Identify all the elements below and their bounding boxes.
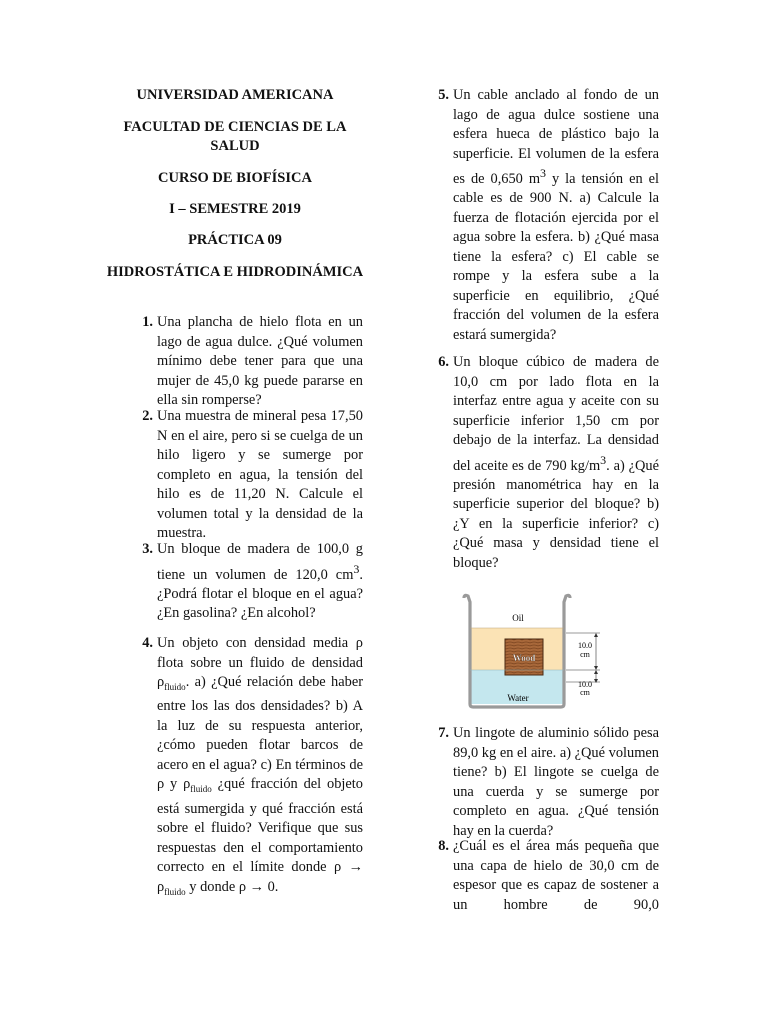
question-number: 4. [142,635,153,651]
dimension-unit-1: cm [580,650,590,659]
subscript: fluido [164,681,186,692]
text-segment: Un bloque cúbico de madera de 10,0 cm por lado flota en la interfaz entre agua y aceite con su superficie inferior 1,50 cm por debajo de la interfaz. La densidad del aceite es de 790 kg/m [453,354,659,474]
question-6 [438,353,659,573]
subscript: fluido [164,886,186,897]
question-number: 6. [438,354,449,370]
header-course: CURSO DE BIOFÍSICA [158,170,312,186]
superscript: 3 [353,561,360,576]
question-5 [438,86,659,345]
question-text: Un lingote de aluminio sólido pesa 89,0 kg en el aire. a) ¿Qué volumen tiene? b) El lingote se cuelga de una cuerda y se sumerge por completo en agua. ¿Qué tensión hay en la cuerda? [453,725,659,839]
question-4 [142,634,363,902]
question-number: 1. [142,314,153,330]
text-segment: Un objeto con densidad media ρ flota sobre un fluido de densidad ρ [157,635,363,690]
water-label: Water [507,693,529,703]
question-8 [438,837,659,915]
question-2 [142,407,363,544]
question-text: ¿Cuál es el área más pequeña que una capa de hielo de 30,0 cm de espesor que es capaz de sostener a un hombre de 90,0 [453,838,659,913]
dimension-unit-2: cm [580,688,590,697]
question-text [453,353,659,573]
question-3 [142,540,363,624]
header-faculty: FACULTAD DE CIENCIAS DE LA SALUD [123,119,347,154]
question-number: 5. [438,87,449,103]
dimension-value-2: 10.0 [578,680,592,689]
header-practice: PRÁCTICA 09 [188,232,282,248]
question-number: 8. [438,838,449,854]
subscript: fluido [190,784,212,795]
text-segment: . a) ¿Qué presión manométrica hay en la superficie superior del bloque? b) ¿Y en la superficie inferior? c) ¿Qué masa y densidad tiene el bloque? [453,457,659,571]
question-text [157,540,363,624]
superscript: 3 [540,166,547,180]
header-university: UNIVERSIDAD AMERICANA [136,87,334,103]
text-segment: . a) ¿Qué relación debe haber entre los las dos densidades? b) A la luz de su respuesta anterior, ¿cómo pueden flotar barcos de acero en el agua? c) En términos de ρ y ρ [157,674,363,793]
question-7 [438,724,659,841]
dimension-value-1: 10.0 [578,641,592,650]
question-1 [142,313,363,411]
question-number: 2. [142,408,153,424]
question-number: 7. [438,725,449,741]
text-segment: Un cable anclado al fondo de un lago de agua dulce sostiene una esfera hueca de plástico bajo la superficie. El volumen de la esfera es de 0,650 m [453,87,659,187]
text-segment: ¿qué fracción del objeto está sumergida y qué fracción está sobre el fluido? Verifique que sus respuestas den el comportamiento correcto en el límite donde ρ → ρ [157,776,363,895]
wood-label: Wood [512,653,536,663]
question-number: 3. [142,541,153,557]
oil-label: Oil [512,613,524,623]
question-text: Una muestra de mineral pesa 17,50 N en el aire, pero si se cuelga de un hilo ligero y se sumerge por completo en agua, la tensión del hilo es de 11,20 N. Calcule el volumen total y la densidad de la muestra. [157,408,363,541]
question-text [157,634,363,902]
text-segment: Un bloque de madera de 100,0 g tiene un volumen de 120,0 cm [157,541,363,583]
header-semester: I – SEMESTRE 2019 [169,201,301,217]
beaker-figure [458,590,608,715]
text-segment: . ¿Podrá flotar el bloque en el agua? ¿En gasolina? ¿En alcohol? [157,566,363,622]
text-segment: y donde ρ → 0. [185,878,279,895]
text-segment: y la tensión en el cable es de 900 N. a) Calcule la fuerza de flotación ejercida por el agua sobre la esfera. b) ¿Qué masa tiene la esfera? c) El cable se rompe y la esfera sube a la superficie en equilibrio, ¿Qué fracción del volumen de la esfera estará sumergida? [453,170,659,343]
question-text [453,86,659,345]
header-topic: HIDROSTÁTICA E HIDRODINÁMICA [106,264,364,280]
superscript: 3 [600,452,607,467]
question-text: Una plancha de hielo flota en un lago de agua dulce. ¿Qué volumen mínimo debe tener para que una mujer de 45,0 kg puede pararse en ella sin romperse? [157,314,363,408]
